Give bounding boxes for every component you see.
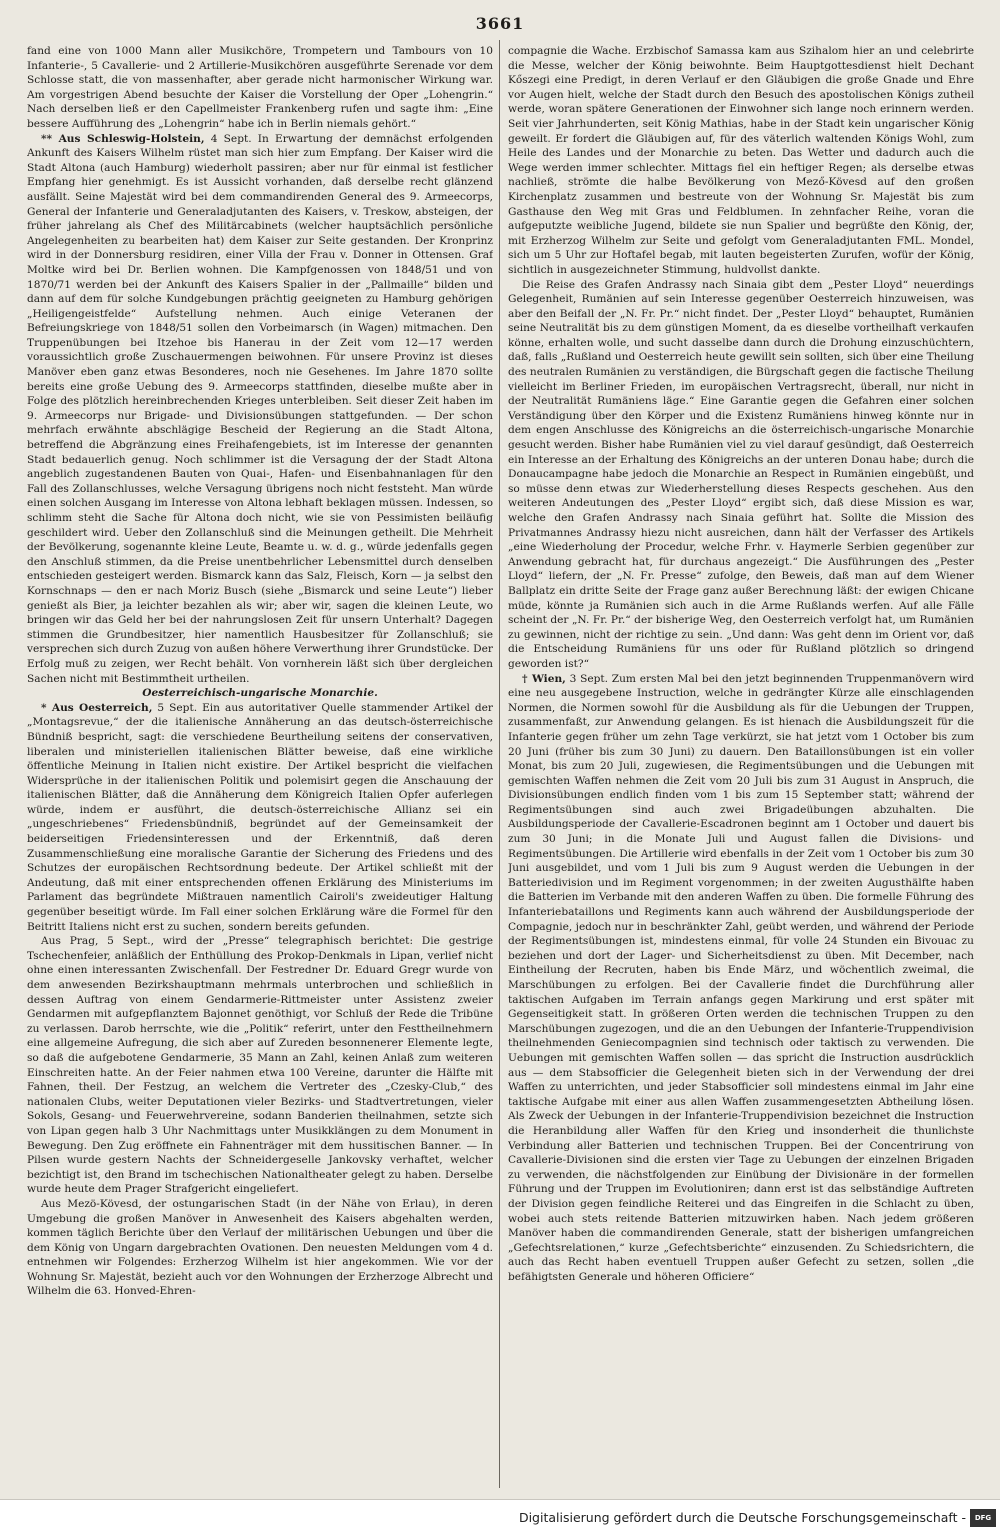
article-paragraph <box>508 672 974 1285</box>
article-paragraph <box>27 701 493 935</box>
article-paragraph <box>27 132 493 687</box>
footer-credit: Digitalisierung gefördert durch die Deutsche Forschungsgemeinschaft - <box>518 1510 966 1525</box>
article-paragraph <box>27 934 493 1197</box>
dateline: † Wien, <box>522 672 566 685</box>
paragraph-text: Die Reise des Grafen Andrassy nach Sinaia gibt dem „Pester Lloyd“ neuerdings Gelegenheit, Rumänien auf sein Interesse gegenüber Oesterreich hinzuweisen, was aber den Beifall der „N. Fr. Pr.“ nicht findet. Der „Pester Lloyd“ behauptet, Rumänien seine Neutralität bis zu dem günstigen Moment, da es dieselbe vortheilhaft verkaufen könne, erhalten wolle, und sucht dasselbe dann durch die Drohung einzuschüchtern, daß, falls „Rußland und Oesterreich heute gewillt sein sollten, sich über eine Theilung des neutralen Rumänien zu verständigen, die Bürgschaft gegen die factische Theilung vielleicht im Berliner Frieden, im europäischen Vertragsrecht, überall, nur nicht in der Neutralität Rumäniens läge.“ Eine Garantie gegen die Gefahren einer solchen Verständigung über den Körper und die Existenz Rumäniens hinweg könnte nur in dem engen Anschlusse des Königreichs an die österreichisch-ungarische Monarchie gesucht werden. Bisher habe Rumänien viel zu viel darauf gesündigt, daß Oesterreich ein Interesse an der Erhaltung des Königreichs an der unteren Donau habe; durch die Donaucampagne habe jedoch die Monarchie an Respect in Rumänien eingebüßt, und so müsse denn etwas zur Wiederherstellung dieses Respects geschehen. Aus den weiteren Andeutungen des „Pester Lloyd“ ergibt sich, daß diese Mission es war, welche den Grafen Andrassy nach Sinaia geführt hat. Sollte die Mission des Privatmannes Andrassy hiezu nicht ausreichen, dann hält der Verfasser des Artikels „eine Wiederholung der Procedur, welche Frhr. v. Haymerle Serbien gegenüber zur Anwendung gebracht hat, für durchaus angezeigt.“ Die Ausführungen des „Pester Lloyd“ liefern, der „N. Fr. Presse“ zufolge, den Beweis, daß man auf dem Wiener Ballplatz ein dritte Seite der Frage ganz außer Berechnung läßt: der ewigen Chicane müde, könnte ja Rumänien sich auch in die Arme Rußlands werfen. Auf alle Fälle scheint der „N. Fr. Pr.“ der bisherige Weg, den Oesterreich verfolgt hat, um Rumänien zu gewinnen, nicht der richtige zu sein. „Und dann: Was geht denn im Orient vor, daß die Entscheidung Rumäniens für uns oder für Rußland plötzlich so dringend geworden ist?“ <box>508 278 974 670</box>
dateline: ** Aus Schleswig-Holstein, <box>41 132 205 145</box>
page-number: 3661 <box>475 14 525 33</box>
right-column <box>508 44 974 1484</box>
paragraph-text: Aus Mezö-Kövesd, der ostungarischen Stadt (in der Nähe von Erlau), in deren Umgebung die großen Manöver in Anwesenheit des Kaisers abgehalten werden, kommen täglich Berichte über den Verlauf der militärischen Uebungen und über die dem König von Ungarn dargebrachten Ovationen. Den neuesten Meldungen vom 4 d. entnehmen wir Folgendes: Erzherzog Wilhelm ist hier angekommen. Wie vor der Wohnung Sr. Majestät, bezieht auch vor den Wohnungen der Erzherzoge Albrecht und Wilhelm die 63. Honved-Ehren- <box>27 1197 493 1298</box>
section-heading: Oesterreichisch-ungarische Monarchie. <box>142 687 378 700</box>
paragraph-text: fand eine von 1000 Mann aller Musikchöre, Trompetern und Tambours von 10 Infanterie-, 5 Cavallerie- und 2 Artillerie-Musikchören ausgeführte Serenade vor dem Schlosse statt, die von massenhafter, aber gerade nicht harmonischer Wirkung war. Am vorgestrigen Abend besuchte der Kaiser die Vorstellung der Oper „Lohengrin.“ Nach derselben ließ er den Capellmeister Frankenberg rufen und sagte ihm: „Eine bessere Aufführung des „Lohengrin“ habe ich in Berlin niemals gehört.“ <box>27 45 493 130</box>
paragraph-text: 3 Sept. Zum ersten Mal bei den jetzt beginnenden Truppenmanövern wird eine neu ausgegebene Instruction, welche in gedrängter Kürze alle einschlagenden Normen, die Normen sowohl für die Ausbildung als für die Uebungen der Truppen, zusammenfaßt, zur Anwendung gelangen. Es ist hienach die Ausbildungszeit für die Infanterie gegen früher um zehn Tage verkürzt, sie hat jetzt vom 1 October bis zum 20 Juni (früher bis zum 30 Juni) zu dauern. Den Bataillonsübungen ist ein voller Monat, bis zum 20 Juli, zugewiesen, die Regimentsübungen und die Uebungen mit gemischten Waffen nehmen die Zeit vom 20 Juli bis zum 31 August in Anspruch, die Divisionsübungen endlich finden vom 1 bis zum 15 September statt; während der Regimentsübungen sind auch zwei Brigadeübungen abzuhalten. Die Ausbildungsperiode der Cavallerie-Escadronen beginnt am 1 October und dauert bis zum 30 Juni; in die Monate Juli und August fallen die Divisions- und Regimentsübungen. Die Artillerie wird ebenfalls in der Zeit vom 1 October bis zum 30 Juni ausgebildet, und vom 1 Juli bis zum 9 August werden die Uebungen in der Batteriedivision und im Regiment vorgenommen; in der zweiten Augusthälfte haben die Batterien im Verbande mit den anderen Waffen zu üben. Die formelle Führung des Infanteriebataillons und Regiments kann auch während der Ausbildungsperiode der Compagnie, jedoch nur in beschränkter Zahl, geübt werden, und während der Periode der Regimentsübungen ist, mindestens einmal, für volle 24 Stunden ein Bivouac zu beziehen und dort der Lager- und Sicherheitsdienst zu üben. Mit December, nach Eintheilung der Recruten, haben bis Ende März, und wöchentlich zweimal, die Marschübungen zu erfolgen. Bei der Cavallerie findet die Durchführung aller taktischen Aufgaben im Terrain anfangs gegen Markirung und erst später mit Gegenseitigkeit statt. In größeren Orten werden die technischen Truppen zu den Marschübungen zugezogen, und die an den Uebungen der Infanterie-Truppendivision theilnehmenden Geniecompagnien sind technisch oder taktisch zu verwenden. Die Uebungen mit gemischten Waffen sollen — das spricht die Instruction ausdrücklich aus — dem Stabsofficier die Gelegenheit bieten sich in der Verwendung der drei Waffen zu unterrichten, und jeder Stabsofficier soll mindestens einmal im Jahr eine taktische Aufgabe mit einer aus allen Waffen zusammengesetzten Abtheilung lösen. Als Zweck der Uebungen in der Infanterie-Truppendivision bezeichnet die Instruction die Heranbildung aller Waffen für den Krieg und insonderheit die thunlichste Verbindung aller Batterien und technischen Truppen. Bei der Concentrirung von Cavallerie-Divisionen sind die ersten vier Tage zu Uebungen der einzelnen Brigaden zu verwenden, die nächstfolgenden zur Einübung der Divisionäre in der formellen Führung und der Truppen im Evolutioniren; dann erst ist das selbständige Auftreten der Division gegen feindliche Reiterei und das Eingreifen in die Schlacht zu üben, wobei auch stets reitende Batterien mitzuwirken haben. Nach jedem größeren Manöver haben die commandirenden Generale, statt der bisherigen umfangreichen „Gefechtsrelationen,“ kurze „Gefechtsberichte“ einzusenden. Zu Schiedsrichtern, die auch das Recht haben eventuell Truppen außer Gefecht zu setzen, sollen „die befähigtsten Generale und höheren Officiere“ <box>508 672 974 1283</box>
paragraph-text: 4 Sept. In Erwartung der demnächst erfolgenden Ankunft des Kaisers Wilhelm rüstet man sich hier zum Empfang. Der Kaiser wird die Stadt Altona (auch Hamburg) wiederholt passiren; aber nur für einmal ist festlicher Empfang hier genehmigt. Es ist Aussicht vorhanden, daß derselbe recht glänzend ausfällt. Seine Majestät wird bei dem commandirenden General des 9. Armeecorps, General der Infanterie und Generaladjutanten des Kaisers, v. Treskow, absteigen, der früher jahrelang als Chef des Militärcabinets (welcher hauptsächlich persönliche Angelegenheiten zu bearbeiten hat) dem Kaiser zur Seite gestanden. Der Kronprinz wird in der Donnersburg residiren, einer Villa der Frau v. Donner in Ottensen. Graf Moltke wird bei Dr. Berlien wohnen. Die Kampfgenossen von 1848/51 und von 1870/71 werden bei der Ankunft des Kaisers Spalier in der „Pallmaille“ bilden und dann auf dem für solche Kundgebungen prächtig geeigneten zu Hamburg gehörigen „Heiligengeistfelde“ Aufstellung nehmen. Auch einige Veteranen der Befreiungskriege von 1848/51 sollen den Vorbeimarsch (in Wagen) mitmachen. Den Truppenübungen bei Itzehoe bis Hanerau in der Zeit vom 12—17 werden voraussichtlich große Zuschauermengen beiwohnen. Für unsere Provinz ist dieses Manöver eben ganz etwas Besonderes, noch nie Gesehenes. Im Jahre 1870 sollte bereits eine große Uebung des 9. Armeecorps stattfinden, dieselbe mußte aber in Folge des plötzlich hereinbrechenden Krieges unterbleiben. Seit dieser Zeit haben im 9. Armeecorps nur Brigade- und Divisionsübungen stattgefunden. — Der schon mehrfach erwähnte abschlägige Bescheid der Regierung an die Stadt Altona, betreffend die Abgränzung eines Freihafengebiets, ist im Interesse der genannten Stadt bedauerlich genug. Noch schlimmer ist die Versagung der der Stadt Altona angeblich zugestandenen Bauten von Quai-, Hafen- und Eisenbahnanlagen für den Fall des Zollanschlusses, welche Versagung übrigens noch nicht feststeht. Man würde einen solchen Ausgang im Interesse von Altona lebhaft beklagen müssen. Indessen, so schlimm steht die Sache für Altona doch nicht, wie sie von Pessimisten beiläufig geschildert wird. Ueber den Zollanschluß sind die Meinungen getheilt. Die Mehrheit der Bevölkerung, sogenannte kleine Leute, Beamte u. w. d. g., würde jedenfalls gegen den Anschluß stimmen, da die Preise unentbehrlicher Lebensmittel durch denselben entschieden gesteigert werden. Bismarck kann das Salz, Fleisch, Korn — ja selbst den Kornschnaps — den er nach Moriz Busch (siehe „Bismarck und seine Leute“) lieber genießt als Bier, ja leichter bezahlen als wir; aber wir, sagen die kleinen Leute, wo bringen wir das Geld her bei der nahrungslosen Zeit für unsern Unterhalt? Dagegen stimmen die Grundbesitzer, hier namentlich Hausbesitzer für Zollanschluß; sie versprechen sich durch Zuzug von außen höhere Verwerthung ihrer Grundstücke. Der Erfolg muß zu zeigen, wer Recht behält. Von vornherein läßt sich über dergleichen Sachen nicht mit Bestimmtheit urtheilen. <box>27 132 493 685</box>
column-divider <box>499 40 500 1488</box>
article-paragraph <box>27 1197 493 1299</box>
dfg-logo-icon: DFG <box>970 1509 996 1527</box>
article-paragraph <box>508 44 974 278</box>
paragraph-text: 5 Sept. Ein aus autoritativer Quelle stammender Artikel der „Montagsrevue,“ der die italienische Annäherung an das deutsch-österreichische Bündniß bespricht, sagt: die verschiedene Beurtheilung seitens der conservativen, liberalen und ministeriellen italienischen Blätter beweise, daß eine wirkliche öffentliche Meinung in Italien nicht existire. Der Artikel bespricht die vielfachen Widersprüche in der italienischen Politik und polemisirt gegen die Anschauung der italienischen Blätter, daß die Annäherung dem Königreich Italien Opfer auferlegen würde, indem er ausführt, die deutsch-österreichische Allianz sei ein „ungeschriebenes“ Friedensbündniß, begründet auf der Gemeinsamkeit der beiderseitigen Friedensinteressen und der Erkenntniß, daß deren Zusammenschließung eine moralische Garantie der Sicherung des Friedens und des Schutzes der europäischen Rechtsordnung bedeute. Der Artikel schließt mit der Andeutung, daß mit einer entsprechenden offenen Erklärung des Ministeriums im Parlament das begründete Mißtrauen namentlich Cairoli's zweideutiger Haltung gegenüber beseitigt würde. Im Fall einer solchen Erklärung wäre die Formel für den Beitritt Italiens nicht erst zu suchen, sondern bereits gefunden. <box>27 701 493 933</box>
dateline: * Aus Oesterreich, <box>41 701 153 714</box>
article-paragraph <box>27 44 493 132</box>
paragraph-text: compagnie die Wache. Erzbischof Samassa kam aus Szihalom hier an und celebrirte die Messe, welcher der König beiwohnte. Beim Hauptgottesdienst hielt Dechant Kőszegi eine Predigt, in deren Verlauf er den Gläubigen die große Gnade und Ehre vor Augen hielt, welche der Stadt durch den Besuch des apostolischen Königs zutheil werde, woran spätere Generationen der Einwohner sich lange noch erinnern werden. Seit vier Jahrhunderten, seit König Mathias, habe in der Stadt kein ungarischer König geweilt. Er fordert die Gläubigen auf, für des väterlich waltenden Königs Wohl, zum Heile des Landes und der Monarchie zu beten. Das Wetter und dadurch auch die Wege werden immer schlechter. Mittags fiel ein heftiger Regen; als derselbe etwas nachließ, strömte die halbe Bevölkerung von Mező-Kövesd auf den großen Kirchenplatz zusammen und bestreute von der Wohnung Sr. Majestät bis zum Gasthause den Weg mit Gras und Feldblumen. In zehnfacher Reihe, voran die aufgeputzte weibliche Jugend, bildete sie nun Spalier und begrüßte den König, der, mit Erzherzog Wilhelm zur Seite und gefolgt vom Generaladjutanten FML. Mondel, sich um 5 Uhr zur Hoftafel begab, mit lauten begeisterten Zurufen, wofür der König, sichtlich in ausgezeichneter Stimmung, huldvollst dankte. <box>508 45 974 276</box>
left-column <box>27 44 493 1484</box>
digitization-footer <box>0 1499 1000 1534</box>
paragraph-text: Aus Prag, 5 Sept., wird der „Presse“ telegraphisch berichtet: Die gestrige Tschechenfeier, anläßlich der Enthüllung des Prokop-Denkmals in Lipan, verlief nicht ohne einen interessanten Zwischenfall. Der Festredner Dr. Eduard Gregr wurde von dem anwesenden Bezirkshauptmann mehrmals unterbrochen und schließlich in dessen Auftrag von einem Gendarmerie-Rittmeister unter Assistenz zweier Gendarmen mit aufgepflanztem Bajonnet genöthigt, vor Schluß der Rede die Tribüne zu verlassen. Darob herrschte, wie die „Politik“ referirt, unter den Festtheilnehmern eine allgemeine Aufregung, die sich aber auf Zureden besonnenerer Elemente legte, so daß die aufgebotene Gendarmerie, 35 Mann an Zahl, keinen Anlaß zum weiteren Einschreiten hatte. An der Feier nahmen etwa 100 Vereine, darunter die Hälfte mit Fahnen, theil. Der Festzug, an welchem die Vertreter des „Czesky-Club,“ des nationalen Clubs, weiter Deputationen vieler Bezirks- und Stadtvertretungen, vieler Sokols, Gesang- und Feuerwehrvereine, sodann Banderien theilnahmen, setzte sich von Lipan gegen halb 3 Uhr Nachmittags unter Musikklängen zu dem Monument in Bewegung. Den Zug eröffnete ein Fahnenträger mit dem hussitischen Banner. — In Pilsen wurde gestern Nachts der Schneidergeselle Jankovsky verhaftet, welcher bezichtigt ist, den Brand im tschechischen Nationaltheater gelegt zu haben. Derselbe wurde heute dem Prager Strafgericht eingeliefert. <box>27 935 493 1196</box>
article-paragraph <box>508 278 974 672</box>
